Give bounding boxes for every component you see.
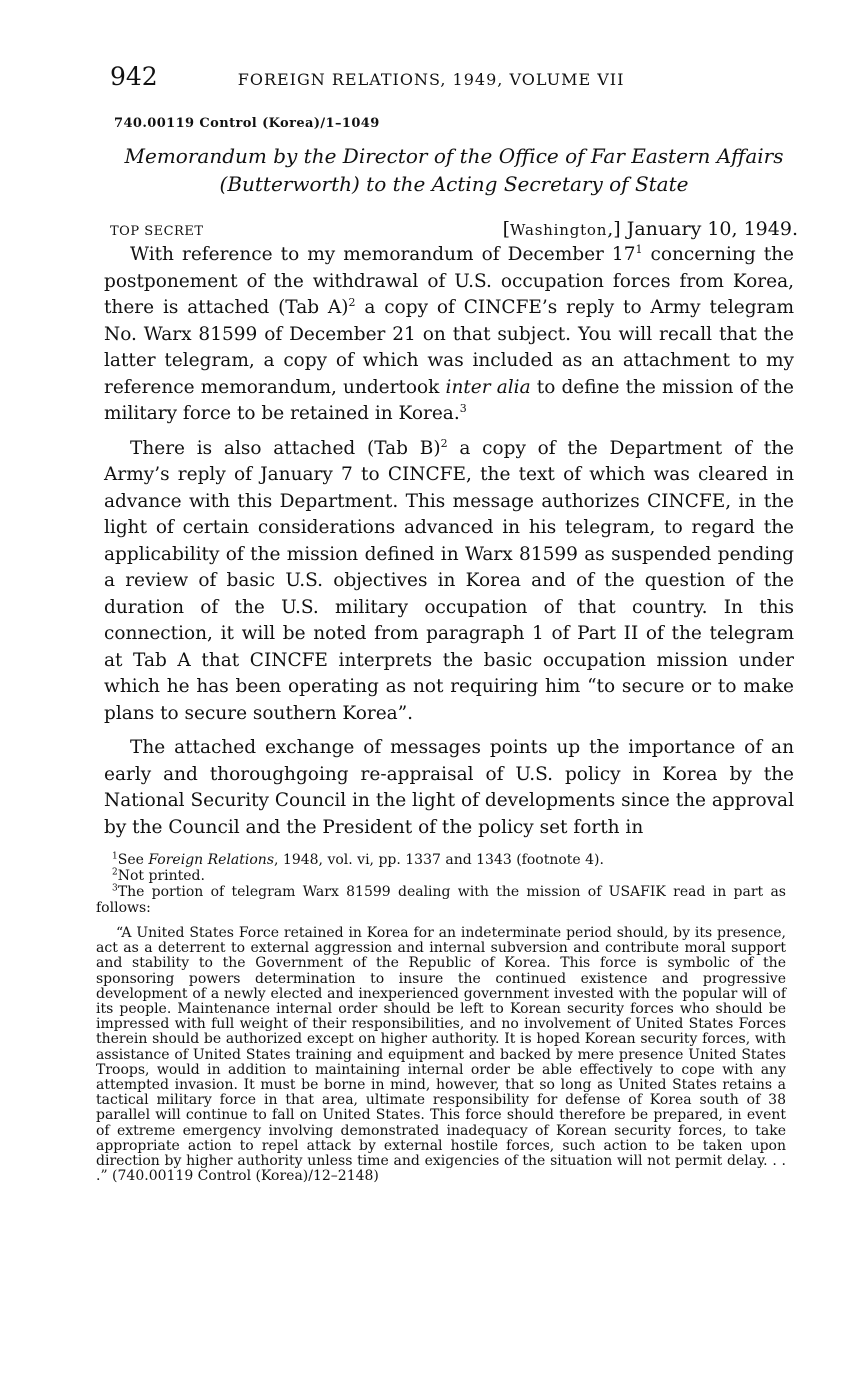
document-title [108, 142, 800, 198]
footnote-3-text: The portion of telegram Warx 81599 dealing with the mission of USAFIK read in part as follows: [96, 884, 786, 916]
footnote-ref-1: 1 [635, 242, 643, 256]
memo-body [104, 242, 794, 849]
footnote-1 [96, 852, 786, 868]
p1-text-c: a copy of CINCFE’s reply to Army telegram No. Warx 81599 of December 21 on that subject. You will recall that the latter telegram, a copy of which was included as an attachment to my reference memorandum, undertook [104, 297, 795, 398]
p1-text-a: With reference to my memorandum of December 17 [130, 244, 636, 265]
paragraph-3: The attached exchange of messages points up the importance of an early and thoroughgoing re-appraisal of U.S. policy in Korea by the National Security Council in the light of developments since the approval by the Council and the President of the policy set forth in [104, 737, 794, 838]
footnote-ref-2: 2 [348, 295, 356, 309]
footnote-3 [96, 884, 786, 916]
footnote-3-quotation: “A United States Force retained in Korea for an indeterminate period should, by its presence, act as a deterrent to external aggression and internal subversion and contribute moral support and stability to the Government of the Republic of Korea. This force is symbolic of the sponsoring powers determination to insure the continued existence and progressive development of a newly elected and inexperienced government invested with the popular will of its people. Maintenance internal order should be left to Korean security forces who should be impressed with full weight of their responsibilities, and no involvement of United States Forces therein should be authorized except on higher authority. It is hoped Korean security forces, with assistance of United States training and equipment and backed by mere presence United States Troops, would in addition to maintaining internal order be able effectively to cope with any attempted invasion. It must be borne in mind, however, that so long as United States retains a tactical military force in that area, ultimate responsibility for defense of Korea south of 38 parallel will continue to fall on United States. This force should therefore be prepared, in event of extreme emergency involving demonstrated inadequacy of Korean security forces, to take appropriate action to repel attack by external hostile forces, such action to be taken upon direction by higher authority unless time and exigencies of the situation will not permit delay. . . .” (740.00119 Control (Korea)/12–2148) [96, 925, 786, 1185]
footnote-1-number: 1 [112, 851, 118, 862]
page-number: 942 [110, 62, 158, 91]
document-date: January 10, 1949. [626, 218, 798, 240]
footnote-3-number: 3 [112, 883, 118, 894]
footnote-2-number: 2 [112, 867, 118, 878]
dateline [110, 218, 798, 240]
footnote-ref-2b: 2 [440, 436, 448, 450]
footnotes [96, 852, 786, 1184]
place-name: Washington [510, 221, 608, 239]
p1-italic-phrase: inter alia [445, 376, 531, 398]
p1-text-d: to define the mission of the military force to be retained in Korea. [104, 376, 794, 424]
title-line-2: (Butterworth) to the Acting Secretary of State [219, 172, 689, 196]
place-and-date [503, 218, 798, 240]
footnote-2-text: Not printed. [117, 868, 205, 884]
paragraph-1 [104, 242, 794, 428]
p2-text-b: a copy of the Department of the Army’s reply of January 7 to CINCFE, the text of which was cleared in advance with this Department. This message authorizes CINCFE, in the light of certain considerations advanced in his telegram, to regard the applicability of the mission defined in Warx 81599 as suspended pending a review of basic U.S. objectives in Korea and of the question of the duration of the U.S. military occupation of that country. In this connection, it will be noted from paragraph 1 of Part II of the telegram at Tab A that CINCFE interprets the basic occupation mission under which he has been operating as not requiring him “to secure or to make plans to secure southern Korea”. [104, 437, 795, 724]
p2-text-a: There is also attached (Tab B) [130, 437, 441, 459]
footnote-1-italic: Foreign Relations [148, 852, 275, 868]
p1-text-b: concerning the postponement of the withdrawal of U.S. occupation forces from Korea, there is attached (Tab A) [104, 244, 795, 318]
place-close-bracket: ,] [607, 218, 621, 240]
file-reference: 740.00119 Control (Korea)/1–1049 [114, 116, 380, 131]
footnote-1-text-b: , 1948, vol. vi, pp. 1337 and 1343 (footnote 4). [274, 852, 604, 868]
paragraph-2 [104, 436, 794, 728]
title-line-1: Memorandum by the Director of the Office of Far Eastern Affairs [124, 144, 784, 168]
classification-marking: TOP SECRET [110, 224, 204, 239]
page-header [110, 62, 800, 91]
running-head: FOREIGN RELATIONS, 1949, VOLUME VII [237, 70, 625, 89]
footnote-ref-3: 3 [459, 401, 467, 415]
footnote-1-text-a: See [117, 852, 149, 868]
footnote-2 [96, 868, 786, 884]
place-open-bracket: [ [502, 218, 511, 240]
